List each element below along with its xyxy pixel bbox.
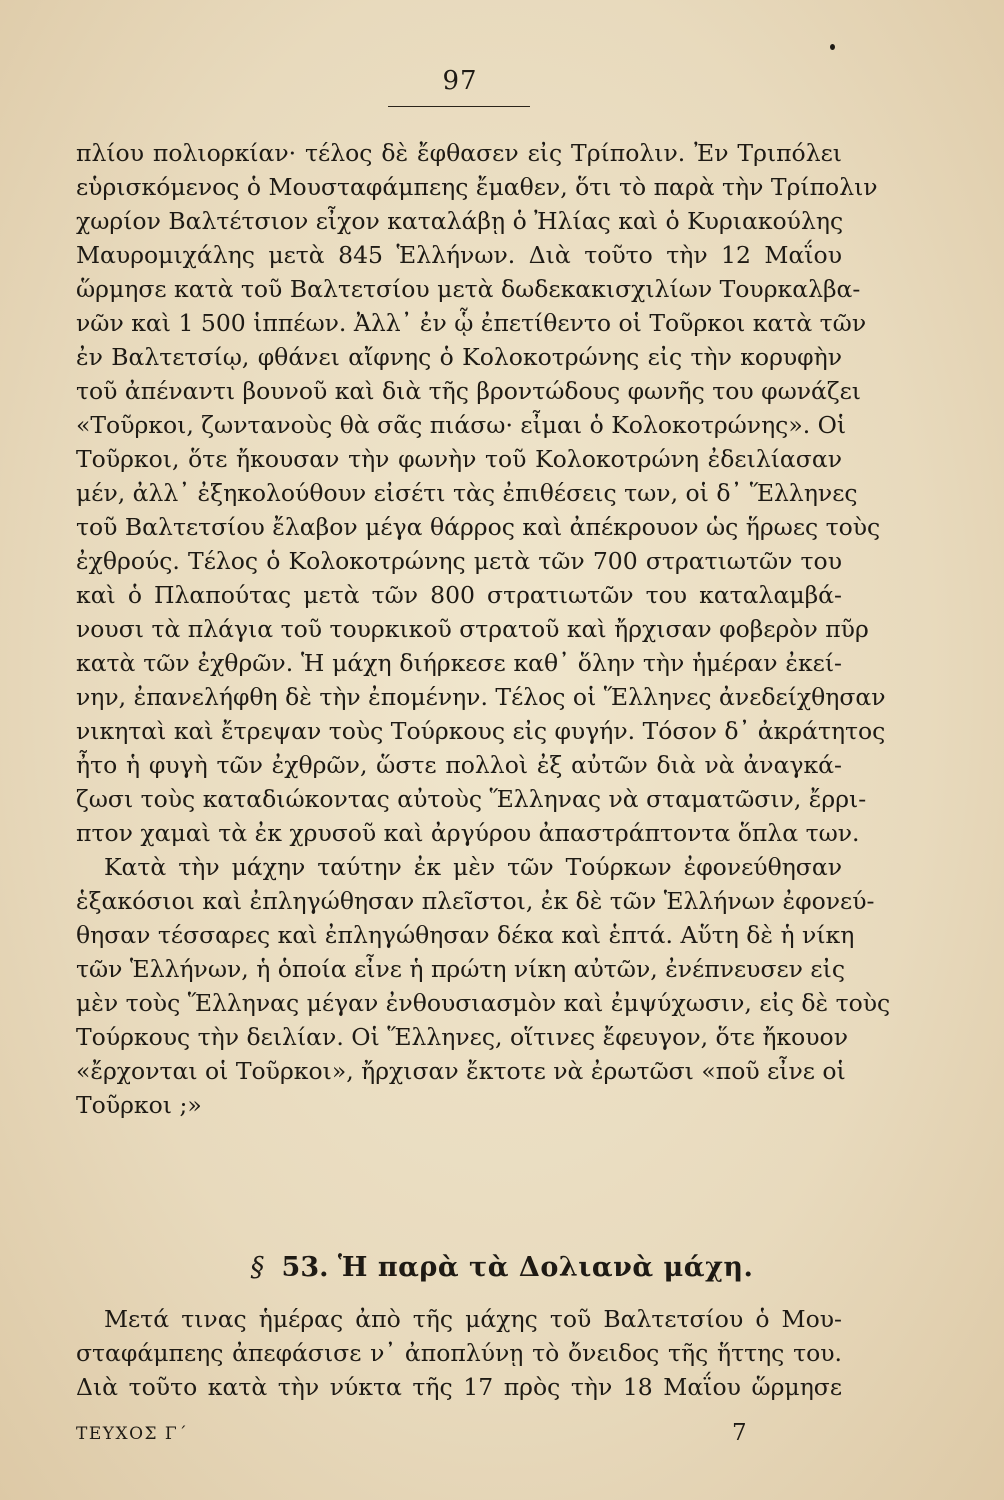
text-line: Τούρκους τὴν δειλίαν. Οἱ Ἕλληνες, οἵτινες ἔφευγον, ὅτε ἤκουον [76, 1023, 848, 1051]
text-line: Κατὰ τὴν μάχην ταύτην ἐκ μὲν τῶν Τούρκων ἐφονεύθησαν [104, 853, 842, 881]
text-line: ἐν Βαλτετσίῳ, φθάνει αἴφνης ὁ Κολοκοτρώνης εἰς τὴν κορυφὴν [76, 343, 842, 371]
ink-speck [830, 44, 835, 50]
text-line: ζωσι τοὺς καταδιώκοντας αὐτοὺς Ἕλληνας νὰ σταματῶσιν, ἔρρι- [76, 785, 867, 813]
text-line: τῶν Ἑλλήνων, ἡ ὁποία εἶνε ἡ πρώτη νίκη αὐτῶν, ἐνέπνευσεν εἰς [76, 955, 845, 983]
text-line: Μετά τινας ἡμέρας ἀπὸ τῆς μάχης τοῦ Βαλτετσίου ὁ Μου- [104, 1305, 842, 1333]
section-heading [0, 1248, 1004, 1288]
text-line: ἐχθρούς. Τέλος ὁ Κολοκοτρώνης μετὰ τῶν 700 στρατιωτῶν του [76, 547, 842, 575]
text-line: πλίου πολιορκίαν· τέλος δὲ ἔφθασεν εἰς Τρίπολιν. Ἐν Τριπόλει [76, 139, 842, 167]
text-line: ἑξακόσιοι καὶ ἐπληγώθησαν πλεῖστοι, ἐκ δὲ τῶν Ἑλλήνων ἐφονεύ- [76, 887, 875, 915]
text-line: Μαυρομιχάλης μετὰ 845 Ἑλλήνων. Διὰ τοῦτο τὴν 12 Μαΐου [76, 241, 842, 269]
text-line: σταφάμπεης ἀπεφάσισε ν᾽ ἀποπλύνῃ τὸ ὄνειδος τῆς ἥττης του. [76, 1339, 842, 1367]
text-line: νῶν καὶ 1 500 ἱππέων. Ἀλλ᾽ ἐν ᾧ ἐπετίθεντο οἱ Τοῦρκοι κατὰ τῶν [76, 309, 867, 337]
text-line: θησαν τέσσαρες καὶ ἐπληγώθησαν δέκα καὶ ἑπτά. Αὕτη δὲ ἡ νίκη [76, 921, 855, 949]
text-line: εὑρισκόμενος ὁ Μουσταφάμπεης ἔμαθεν, ὅτι τὸ παρὰ τὴν Τρίπολιν [76, 173, 878, 201]
text-line: Τοῦρκοι ;» [76, 1091, 202, 1119]
footer-number: 7 [732, 1420, 747, 1446]
section-title: Ἡ παρὰ τὰ Δολιανὰ μάχη. [337, 1252, 754, 1283]
text-line: μέν, ἀλλ᾽ ἐξηκολούθουν εἰσέτι τὰς ἐπιθέσεις των, οἱ δ᾽ Ἕλληνες [76, 479, 858, 507]
text-line: «Τοῦρκοι, ζωντανοὺς θὰ σᾶς πιάσω· εἶμαι ὁ Κολοκοτρώνης». Οἱ [76, 411, 847, 439]
text-line: κατὰ τῶν ἐχθρῶν. Ἡ μάχη διήρκεσε καθ᾽ ὅλην τὴν ἡμέραν ἐκεί- [76, 649, 842, 677]
page-number-rule [388, 106, 530, 107]
text-line: τοῦ ἀπέναντι βουνοῦ καὶ διὰ τῆς βροντώδους φωνῆς του φωνάζει [76, 377, 862, 405]
text-line: νουσι τὰ πλάγια τοῦ τουρκικοῦ στρατοῦ καὶ ἤρχισαν φοβερὸν πῦρ [76, 615, 869, 643]
text-line: πτον χαμαὶ τὰ ἐκ χρυσοῦ καὶ ἀργύρου ἀπαστράπτοντα ὅπλα των. [76, 819, 860, 847]
section-number: 53. [281, 1252, 329, 1283]
text-line: ὥρμησε κατὰ τοῦ Βαλτετσίου μετὰ δωδεκακισχιλίων Τουρκαλβα- [76, 275, 861, 303]
text-line: «ἔρχονται οἱ Τοῦρκοι», ἤρχισαν ἔκτοτε νὰ ἐρωτῶσι «ποῦ εἶνε οἱ [76, 1057, 846, 1085]
page-number: 97 [442, 66, 478, 96]
section-symbol: § [250, 1252, 265, 1283]
text-line: Τοῦρκοι, ὅτε ἤκουσαν τὴν φωνὴν τοῦ Κολοκοτρώνη ἐδειλίασαν [76, 445, 842, 473]
text-line: Διὰ τοῦτο κατὰ τὴν νύκτα τῆς 17 πρὸς τὴν 18 Μαΐου ὥρμησε [76, 1373, 842, 1401]
text-line: χωρίον Βαλτέτσιον εἶχον καταλάβῃ ὁ Ἠλίας καὶ ὁ Κυριακούλης [76, 207, 844, 235]
text-line: τοῦ Βαλτετσίου ἔλαβον μέγα θάρρος καὶ ἀπέκρουον ὡς ἥρωες τοὺς [76, 513, 881, 541]
text-line: νικηταὶ καὶ ἔτρεψαν τοὺς Τούρκους εἰς φυγήν. Τόσον δ᾽ ἀκράτητος [76, 717, 886, 745]
text-line: μὲν τοὺς Ἕλληνας μέγαν ἐνθουσιασμὸν καὶ ἐμψύχωσιν, εἰς δὲ τοὺς [76, 989, 891, 1017]
footer-signature: ΤΕΥΧΟΣ Γ΄ [76, 1424, 189, 1444]
text-line: νην, ἐπανελήφθη δὲ τὴν ἐπομένην. Τέλος οἱ Ἕλληνες ἀνεδείχθησαν [76, 683, 886, 711]
text-line: καὶ ὁ Πλαπούτας μετὰ τῶν 800 στρατιωτῶν του καταλαμβά- [76, 581, 842, 609]
text-line: ἦτο ἡ φυγὴ τῶν ἐχθρῶν, ὥστε πολλοὶ ἐξ αὐτῶν διὰ νὰ ἀναγκά- [76, 751, 842, 779]
